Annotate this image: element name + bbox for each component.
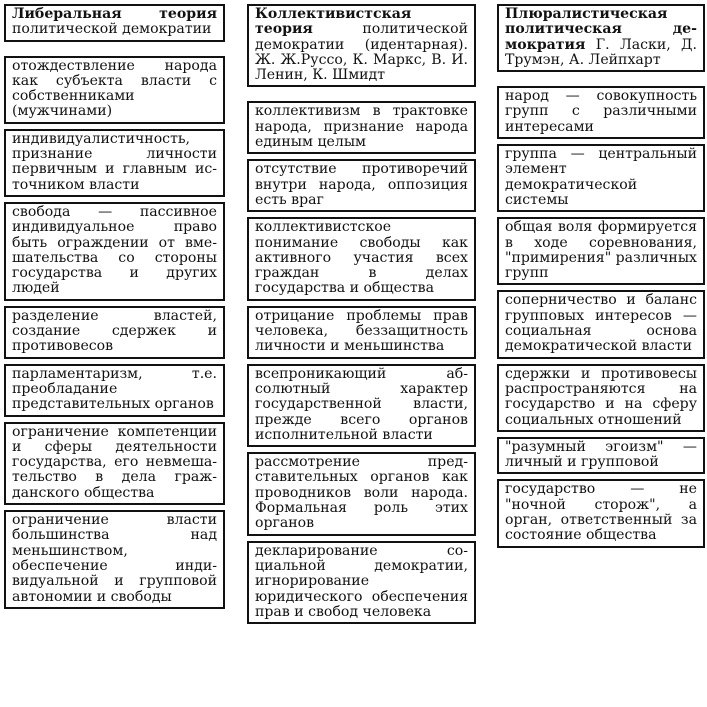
list-item: разделение властей, создание сдержек и противовесов [4,306,225,359]
column-heading [4,4,225,42]
heading-rest: Г. Ласки, Д. Трумэн, А. Лейпхарт [505,36,697,68]
list-item: общая воля формируется в ходе соревнования, "примирения" различных групп [497,217,705,285]
column-heading [497,4,705,72]
list-item: отождествление народа как субъекта власти с собственниками (мужчинами) [4,56,225,124]
list-item: свобода — пассивное индивидуальное право быть ограждении от вмешательства со стороны государства и других людей [4,202,225,301]
list-item: государство — не "ночной сторож", а орган, ответственный за состояние общества [497,479,705,547]
heading-rest: политической демократии [12,21,212,38]
list-item: сдержки и противовесы распространяются на государство и на сферу социальных отношений [497,364,705,432]
list-item: отрицание проблемы прав человека, беззащитность личности и меньшинства [247,306,476,359]
list-item: "разумный эгоизм" — личный и групповой [497,437,705,475]
column-heading [247,4,476,87]
list-item: коллективистское понимание свободы как активного участия всех граждан в делах государства и общества [247,217,476,300]
list-item: рассмотрение представительных органов как проводников воли народа. Формальная роль этих органов [247,452,476,535]
heading-bold: Коллективистская теория [255,6,412,38]
list-item: соперничество и баланс групповых интересов — социальная основа демократической власти [497,290,705,358]
column-pluralist [497,4,705,553]
list-item: парламентаризм, т.е. преобладание представительных органов [4,364,225,417]
list-item: ограничение власти большинства над меньшинством, обеспечение индивидуальной и групповой автономии и свободы [4,510,225,609]
list-item: группа — центральный элемент демократической системы [497,144,705,212]
column-collectivist [247,4,476,629]
list-item: коллективизм в трактовке народа, признание народа единым целым [247,101,476,154]
list-item: ограничение компетенции и сферы деятельности государства, его невмешательство в дела гражданского общества [4,422,225,505]
list-item: индивидуалистичность, признание личности первичным и главным источником власти [4,129,225,197]
list-item: декларирование социальной демократии, игнорирование юридического обеспечения прав и свобод человека [247,541,476,624]
column-liberal [4,4,225,614]
heading-rest: политической демократии (идентарная). Ж. Ж.Руссо, К. Маркс, В. И. Ленин, К. Шмидт [255,21,468,84]
list-item: отсутствие противоречий внутри народа, оппозиция есть враг [247,159,476,212]
heading-bold: Плюралистическая политическая демократия [505,6,697,53]
list-item: всепроникающий абсолютный характер государственной власти, прежде всего органов исполнительной власти [247,364,476,447]
heading-bold: Либеральная теория [12,6,217,22]
list-item: народ — совокупность групп с различными интересами [497,86,705,139]
